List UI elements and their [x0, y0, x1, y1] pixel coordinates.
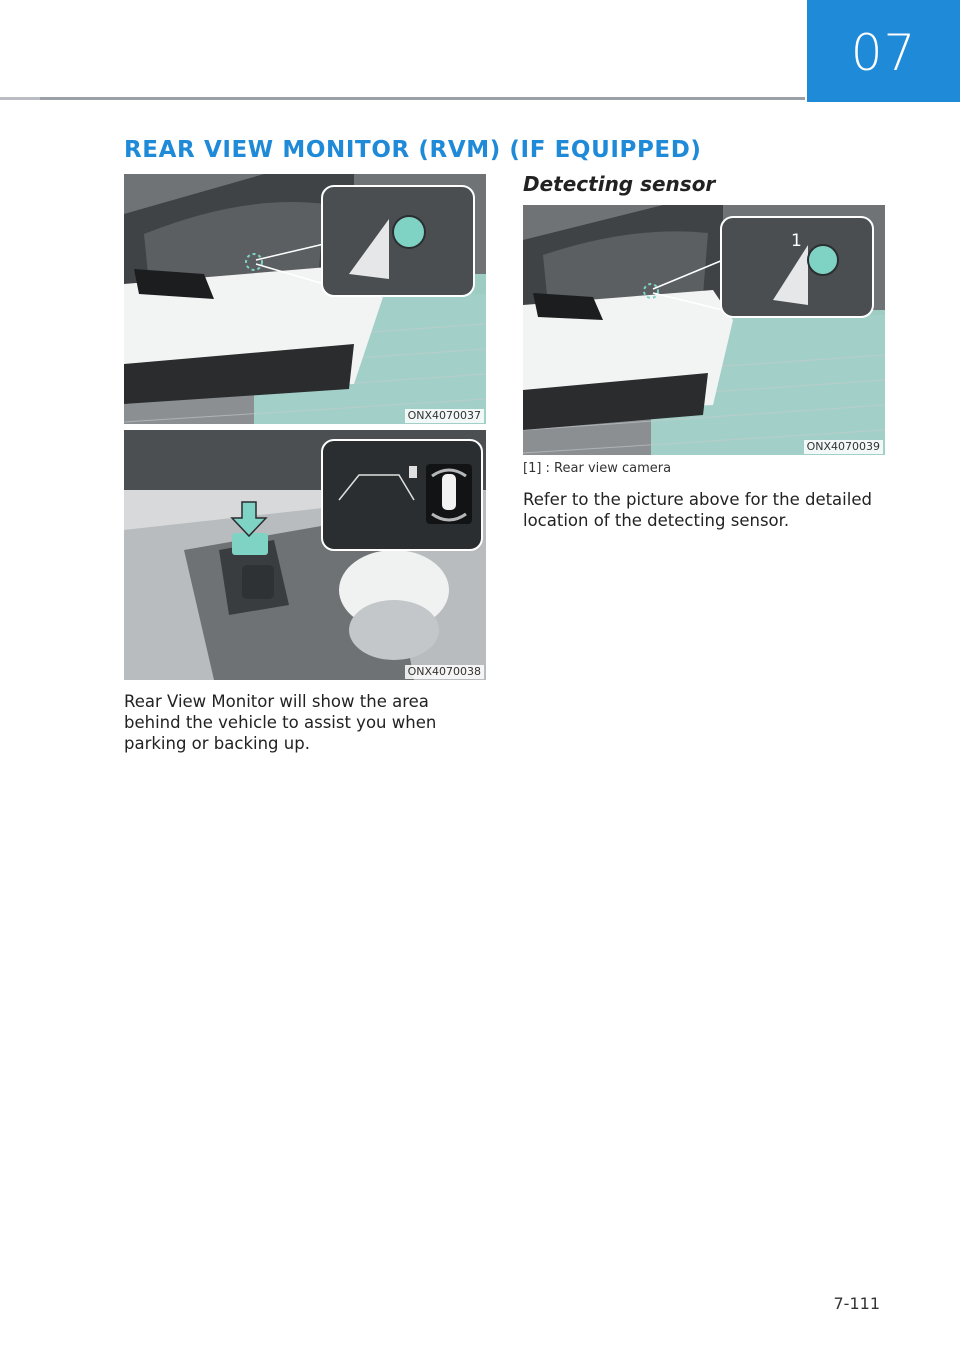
- page-number: 7-111: [833, 1294, 880, 1313]
- figure-code: ONX4070037: [405, 409, 484, 423]
- sensor-illustration: [523, 205, 885, 455]
- callout-number: 1: [791, 231, 802, 251]
- chapter-tab: 07: [807, 0, 960, 102]
- console-illustration: [124, 430, 486, 680]
- figure-code: ONX4070039: [804, 440, 883, 454]
- sensor-paragraph: Refer to the picture above for the detailed location of the detecting sensor.: [523, 490, 872, 530]
- figure-console-button: [124, 430, 486, 680]
- intro-paragraph: Rear View Monitor will show the area behind the vehicle to assist you when parking or backing up.: [124, 692, 437, 753]
- figure-code: ONX4070038: [405, 665, 484, 679]
- subsection-title: Detecting sensor: [523, 172, 716, 196]
- rear-vehicle-illustration: [124, 174, 486, 424]
- figure-rear-camera: [124, 174, 486, 424]
- figure-detecting-sensor: [523, 205, 885, 455]
- section-title: REAR VIEW MONITOR (RVM) (IF EQUIPPED): [124, 137, 702, 163]
- figure-caption: [1] : Rear view camera: [523, 461, 672, 476]
- header-rule: [0, 97, 805, 100]
